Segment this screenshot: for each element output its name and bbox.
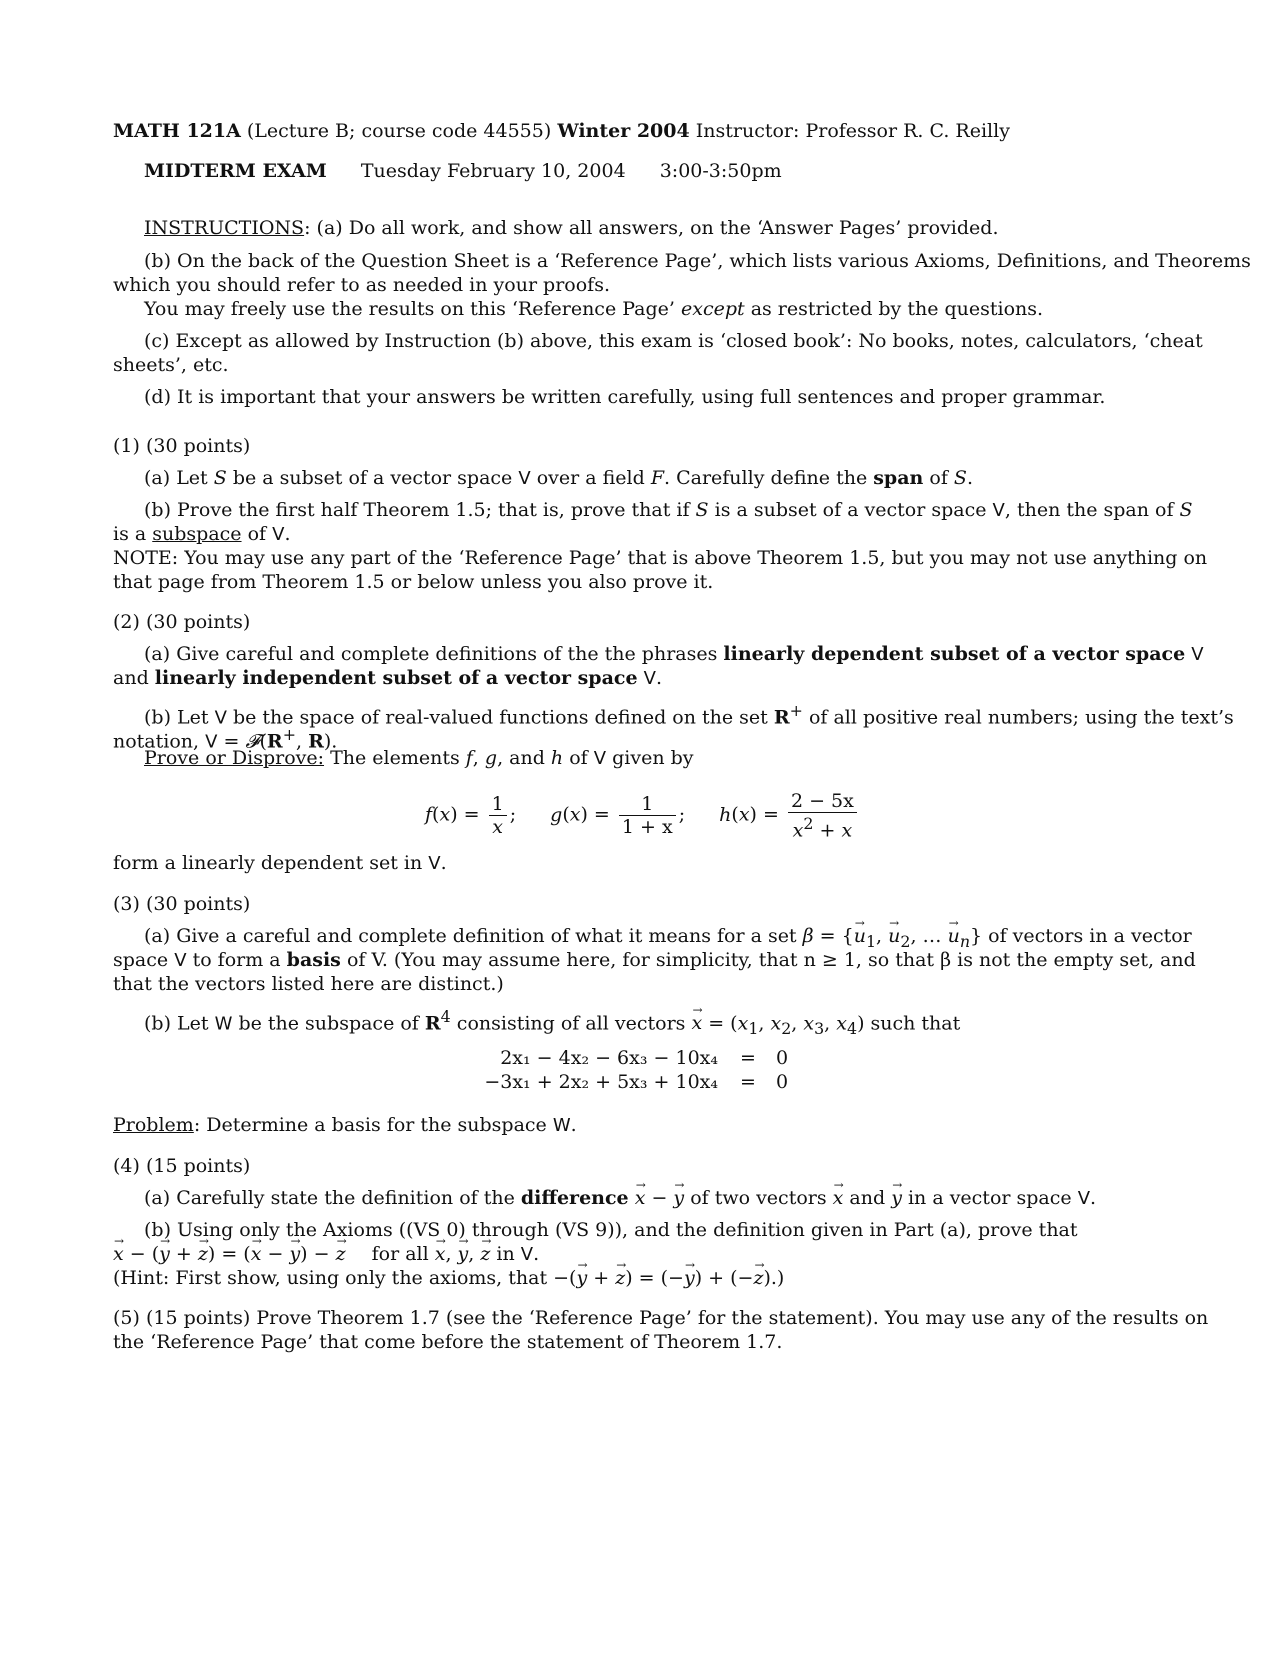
q3a-post: of vectors in a vector xyxy=(988,925,1192,947)
basis-term: basis xyxy=(286,949,341,971)
course-code: MATH 121A xyxy=(113,120,241,142)
equation-2-lhs: −3x₁ + 2x₂ + 5x₃ + 10x₄ xyxy=(484,1071,718,1093)
function-definitions: f(x) = $\frac{1}{x}$ ; g(x) = $\frac{1}{1 + x}$ ; h(x) = $\frac{2 - 5x}{x^2 + x}$ xyxy=(425,790,860,841)
q3b-tail: such that xyxy=(870,1012,961,1035)
note-label: NOTE: xyxy=(113,547,179,569)
instruction-a: INSTRUCTIONS: (a) Do all work, and show all answers, on the ‘Answer Pages’ provided. xyxy=(144,217,999,239)
q1b-mid: is a subset of a vector space xyxy=(714,499,987,521)
q2-conclusion: form a linearly dependent set in V. xyxy=(113,852,447,874)
prove-disprove-label: Prove or Disprove: xyxy=(144,747,325,769)
g-denominator: 1 + x xyxy=(621,816,673,839)
q1-part-a: (a) Let S be a subset of a vector space V over a field F. Carefully define the span of S. xyxy=(144,467,973,489)
hint-text: (Hint: First show, using only the axioms, that xyxy=(113,1267,548,1289)
problem-text: : Determine a basis for the subspace xyxy=(193,1114,547,1136)
equation-2-eq: = xyxy=(740,1071,756,1093)
exam-date: Tuesday February 10, 2004 xyxy=(360,160,626,182)
q2b2-pre: notation, xyxy=(113,730,200,753)
q3a-pre: (a) Give a careful and complete definition of what it means for a set xyxy=(144,925,797,947)
equation-1-rhs: 0 xyxy=(776,1047,789,1069)
equation-1-eq: = xyxy=(740,1047,756,1069)
problem-label: Problem xyxy=(113,1114,194,1136)
course-header xyxy=(113,119,1010,144)
q3-problem: Problem: Determine a basis for the subspace W. xyxy=(113,1114,577,1136)
q3b-pre: (b) Let xyxy=(144,1012,209,1035)
q3-part-b: (b) Let W be the subspace of $R^4$ consisting of all vectors → $x = (x_1$, $x_2$, $x_3$, $x_4$) such that xyxy=(144,1004,960,1041)
term: Winter 2004 xyxy=(557,120,690,142)
lecture-info: (Lecture B; course code 44555) xyxy=(246,120,552,142)
instructor: Instructor: Professor R. C. Reilly xyxy=(695,120,1010,142)
q1-heading: (1) (30 points) xyxy=(113,435,251,457)
q2a2-pre: and xyxy=(113,667,149,689)
q3-part-a-line2: space V to form a basis of V. (You may assume here, for simplicity, that n ≥ 1, so that β is not the empty set, and xyxy=(113,949,1196,971)
q5-line1: (5) (15 points) Prove Theorem 1.7 (see the ‘Reference Page’ for the statement). You may use any of the results on xyxy=(113,1307,1209,1329)
q1a-pre: (a) Let xyxy=(144,467,208,489)
q2b-pre: (b) Let xyxy=(144,706,209,729)
instruction-d: (d) It is important that your answers be written carefully, using full sentences and proper grammar. xyxy=(144,386,1106,408)
q4a-post: in a vector space xyxy=(907,1187,1072,1209)
q2-conclusion-text: form a linearly dependent set in xyxy=(113,852,423,874)
q3-part-a-line3: that the vectors listed here are distinct.) xyxy=(113,973,504,995)
q4-part-b-line2: → x − (→ y + → z) = (→ x − → y) − → z for all → x, → y, → z in V. xyxy=(113,1242,539,1267)
q1-note-line1 xyxy=(113,546,1207,571)
q2a-pre: (a) Give careful and complete definitions of the the phrases xyxy=(144,643,718,665)
q2-part-a-line2: and linearly independent subset of a vector space V. xyxy=(113,667,662,689)
q2b-mid: be the space of real-valued functions defined on the set xyxy=(232,706,768,729)
linearly-independent-term: linearly independent subset of a vector space xyxy=(154,667,638,689)
instruction-c-line2: sheets’, etc. xyxy=(113,354,229,376)
q1-part-b-line1: (b) Prove the first half Theorem 1.5; that is, prove that if S is a subset of a vector space V, then the span of S xyxy=(144,499,1193,521)
q4-part-b-line1: (b) Using only the Axioms ((VS 0) through (VS 9)), and the definition given in Part (a), prove that xyxy=(144,1219,1078,1241)
q3-part-a-line1: (a) Give a careful and complete definition of what it means for a set β = {→ $u_1$, → $u_2$, … → $u_n$} of vectors in a vector xyxy=(144,924,1192,954)
q3b-mid: be the subspace of xyxy=(238,1012,419,1035)
b-line3-pre: You may freely use the results on this ‘Reference Page’ xyxy=(144,298,675,320)
equation-1-lhs: 2x₁ − 4x₂ − 6x₃ − 10x₄ xyxy=(500,1047,718,1069)
q2-heading: (2) (30 points) xyxy=(113,611,251,633)
q2b-post: of all positive real numbers; using the text’s xyxy=(808,706,1234,729)
instruction-c-line1: (c) Except as allowed by Instruction (b) above, this exam is ‘closed book’: No books, notes, calculators, ‘cheat xyxy=(144,330,1203,352)
q3a2-post: of V. (You may assume here, for simplicity, that n ≥ 1, so that β is not the empty set, and xyxy=(346,949,1196,971)
q2-part-b-line1: (b) Let V be the space of real-valued functions defined on the set R+ of all positive real numbers; using the text’s xyxy=(144,701,1234,729)
q3b-post: consisting of all vectors xyxy=(456,1012,686,1035)
q1a-mid1: be a subset of a vector space xyxy=(232,467,513,489)
q4b2-post: for all xyxy=(371,1243,429,1265)
q2-part-a-line1: (a) Give careful and complete definitions of the the phrases linearly dependent subset of a vector space V xyxy=(144,643,1204,665)
q1a-post: of xyxy=(929,467,948,489)
difference-term: difference xyxy=(520,1187,629,1209)
q1-note-line2: that page from Theorem 1.5 or below unless you also prove it. xyxy=(113,571,714,593)
q3a2-pre: space xyxy=(113,949,169,971)
g-numerator: 1 xyxy=(619,793,676,816)
subspace-underlined: subspace xyxy=(152,523,242,545)
exam-header xyxy=(144,159,782,184)
q1b-post: , then the span of xyxy=(1004,499,1174,521)
except-emphasis: except xyxy=(680,298,745,320)
f-numerator: 1 xyxy=(489,793,507,816)
equation-2-rhs: 0 xyxy=(776,1071,789,1093)
q1b-pre: (b) Prove the first half Theorem 1.5; that is, prove that if xyxy=(144,499,690,521)
exam-title: MIDTERM EXAM xyxy=(144,160,327,182)
instruction-b-line2: which you should refer to as needed in your proofs. xyxy=(113,274,611,296)
q5-line2: the ‘Reference Page’ that come before the statement of Theorem 1.7. xyxy=(113,1331,783,1353)
instruction-b-line3 xyxy=(144,297,1043,322)
q1b2-post: of xyxy=(247,523,267,545)
q2-part-b-line2: notation, V = 𝓕(R+, R). xyxy=(113,725,338,753)
note-text: You may use any part of the ‘Reference Page’ that is above Theorem 1.5, but you may not use anything on xyxy=(184,547,1208,569)
q1b2-pre: is a xyxy=(113,523,147,545)
exam-time: 3:00-3:50pm xyxy=(659,160,782,182)
instruction-a-text: (a) Do all work, and show all answers, on the ‘Answer Pages’ provided. xyxy=(316,217,999,239)
q4a-mid: of two vectors xyxy=(690,1187,827,1209)
instructions-label: INSTRUCTIONS xyxy=(144,217,305,239)
q1-part-b-line2: is a subspace of V. xyxy=(113,523,291,545)
q1a-span-term: span xyxy=(873,467,924,489)
b-line3-post: as restricted by the questions. xyxy=(750,298,1044,320)
h-numerator: 2 − 5x xyxy=(788,790,857,813)
q4-heading: (4) (15 points) xyxy=(113,1155,251,1177)
q1a-mid2: over a field xyxy=(536,467,645,489)
q2-prove-or-disprove: Prove or Disprove: The elements f, g, and h of V given by xyxy=(144,747,694,769)
linearly-dependent-term: linearly dependent subset of a vector space xyxy=(723,643,1186,665)
instruction-b-line1: (b) On the back of the Question Sheet is a ‘Reference Page’, which lists various Axioms, Definitions, and Theorems xyxy=(144,250,1251,272)
q4-hint: (Hint: First show, using only the axioms, that −(→ y + → z) = (−→ y) + (−→ z).) xyxy=(113,1266,784,1291)
q3-heading: (3) (30 points) xyxy=(113,893,251,915)
q1a-mid3: . Carefully define the xyxy=(664,467,868,489)
q3a2-mid: to form a xyxy=(192,949,281,971)
q4-part-a: (a) Carefully state the definition of the difference → x − → y of two vectors → x and → y in a vector space V. xyxy=(144,1186,1096,1211)
q4a-pre: (a) Carefully state the definition of the xyxy=(144,1187,515,1209)
